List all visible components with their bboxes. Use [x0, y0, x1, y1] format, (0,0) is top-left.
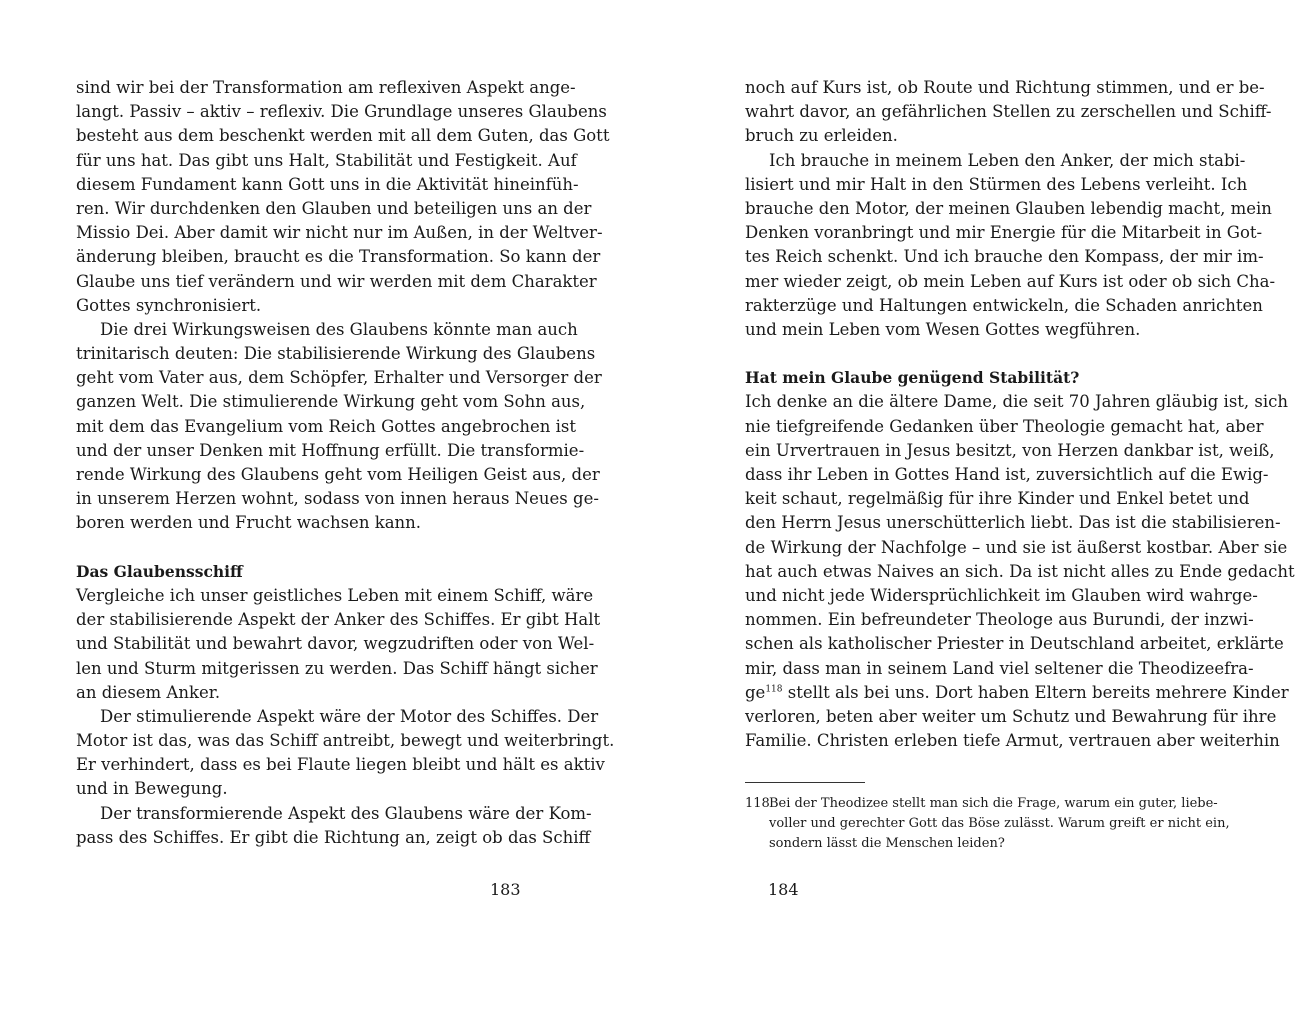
text-line: verloren, beten aber weiter um Schutz und Bewahrung für ihre — [745, 706, 1277, 726]
text-line: besteht aus dem beschenkt werden mit all dem Guten, das Gott — [76, 126, 610, 146]
text-line: Er verhindert, dass es bei Flaute liegen bleibt und hält es aktiv — [76, 755, 605, 775]
text-line: Familie. Christen erleben tiefe Armut, vertrauen aber weiterhin — [745, 731, 1280, 751]
text-line: rakterzüge und Haltungen entwickeln, die Schaden anrichten — [745, 295, 1263, 315]
text-line: schen als katholischer Priester in Deutschland arbeitet, erklärte — [745, 634, 1284, 654]
left-paragraph-5 — [76, 802, 592, 850]
section-heading: Das Glaubensschiff — [76, 561, 243, 581]
text-line: pass des Schiffes. Er gibt die Richtung an, zeigt ob das Schiff — [76, 827, 591, 847]
text-line: sind wir bei der Transformation am reflexiven Aspekt ange- — [76, 78, 576, 97]
text-line: diesem Fundament kann Gott uns in die Aktivität hineinfüh- — [76, 174, 579, 194]
text-line: und der unser Denken mit Hoffnung erfüllt. Die transformie- — [76, 440, 585, 460]
text-line: wahrt davor, an gefährlichen Stellen zu zerschellen und Schiff- — [745, 102, 1272, 122]
text-line: für uns hat. Das gibt uns Halt, Stabilität und Festigkeit. Auf — [76, 150, 577, 170]
text-line: Der transformierende Aspekt des Glaubens wäre der Kom- — [100, 803, 592, 823]
right-paragraph-3 — [745, 390, 1295, 753]
text-line: Vergleiche ich unser geistliches Leben mit einem Schiff, wäre — [76, 585, 594, 605]
text-line: in unserem Herzen wohnt, sodass von innen heraus Neues ge- — [76, 489, 599, 509]
left-paragraph-4 — [76, 705, 615, 802]
text-line: Der stimulierende Aspekt wäre der Motor des Schiffes. Der — [100, 706, 599, 726]
text-line: Gottes synchronisiert. — [76, 295, 262, 315]
text-line: an diesem Anker. — [76, 682, 221, 702]
section-gap — [76, 536, 536, 560]
text-line: mit dem das Evangelium vom Reich Gottes angebrochen ist — [76, 416, 576, 436]
text-line: ganzen Welt. Die stimulierende Wirkung geht vom Sohn aus, — [76, 392, 586, 412]
text-line: noch auf Kurs ist, ob Route und Richtung stimmen, und er be- — [745, 78, 1265, 97]
text-fragment: stellt als bei uns. Dort haben Eltern bereits mehrere Kinder — [782, 682, 1289, 702]
text-line: boren werden und Frucht wachsen kann. — [76, 513, 422, 533]
text-line: Ich brauche in meinem Leben den Anker, der mich stabi- — [769, 150, 1246, 170]
text-line-with-footnote-ref — [745, 681, 1289, 705]
text-fragment: ge — [745, 682, 766, 702]
text-line: Ich denke an die ältere Dame, die seit 70 Jahren gläubig ist, sich — [745, 392, 1289, 412]
text-line: nie tiefgreifende Gedanken über Theologie gemacht hat, aber — [745, 416, 1264, 436]
footnote — [745, 794, 1230, 854]
text-line: und mein Leben vom Wesen Gottes wegführen. — [745, 319, 1141, 339]
page-number-right: 184 — [768, 880, 799, 899]
text-line: nommen. Ein befreundeter Theologe aus Burundi, der inzwi- — [745, 610, 1254, 630]
text-line: keit schaut, regelmäßig für ihre Kinder und Enkel betet und — [745, 489, 1250, 509]
text-line: dass ihr Leben in Gottes Hand ist, zuversichtlich auf die Ewig- — [745, 465, 1269, 484]
section-gap — [745, 342, 1205, 366]
text-line: len und Sturm mitgerissen zu werden. Das Schiff hängt sicher — [76, 658, 598, 678]
footnote-divider — [745, 782, 865, 783]
section-heading: Hat mein Glaube genügend Stabilität? — [745, 368, 1080, 388]
text-line: trinitarisch deuten: Die stabilisierende Wirkung des Glaubens — [76, 344, 596, 364]
footnote-line: sondern lässt die Menschen leiden? — [769, 836, 1005, 851]
text-line: Denken voranbringt und mir Energie für die Mitarbeit in Got- — [745, 223, 1263, 243]
footnote-line: voller und gerechter Gott das Böse zulässt. Warum greift er nicht ein, — [769, 816, 1230, 831]
text-line: den Herrn Jesus unerschütterlich liebt. Das ist die stabilisieren- — [745, 513, 1281, 533]
text-line: langt. Passiv – aktiv – reflexiv. Die Grundlage unseres Glaubens — [76, 102, 607, 122]
text-line: lisiert und mir Halt in den Stürmen des Lebens verleiht. Ich — [745, 174, 1248, 194]
footnote-number: 118 — [745, 796, 770, 811]
footnote-line — [745, 794, 1218, 814]
left-paragraph-1 — [76, 76, 610, 318]
left-paragraph-2 — [76, 318, 602, 536]
text-line: tes Reich schenkt. Und ich brauche den Kompass, der mir im- — [745, 247, 1264, 267]
text-line: Missio Dei. Aber damit wir nicht nur im Außen, in der Weltver- — [76, 223, 603, 243]
left-paragraph-3 — [76, 584, 601, 705]
text-line: bruch zu erleiden. — [745, 126, 898, 146]
text-line: Glaube uns tief verändern und wir werden mit dem Charakter — [76, 271, 597, 291]
text-line: brauche den Motor, der meinen Glauben lebendig macht, mein — [745, 198, 1272, 218]
text-line: und nicht jede Widersprüchlichkeit im Glauben wird wahrge- — [745, 585, 1258, 605]
footnote-reference[interactable]: 118 — [765, 684, 783, 695]
text-line: ren. Wir durchdenken den Glauben und beteiligen uns an der — [76, 198, 592, 218]
right-paragraph-2 — [745, 149, 1276, 343]
left-page — [76, 76, 615, 850]
right-paragraph-1 — [745, 76, 1272, 149]
text-line: der stabilisierende Aspekt der Anker des Schiffes. Er gibt Halt — [76, 610, 601, 630]
text-line: de Wirkung der Nachfolge – und sie ist äußerst kostbar. Aber sie — [745, 537, 1288, 557]
text-line: Motor ist das, was das Schiff antreibt, bewegt und weiterbringt. — [76, 731, 615, 751]
text-line: mer wieder zeigt, ob mein Leben auf Kurs ist oder ob sich Cha- — [745, 271, 1276, 291]
text-line: und in Bewegung. — [76, 779, 228, 799]
page-number-left: 183 — [490, 880, 521, 899]
text-line: und Stabilität und bewahrt davor, wegzudriften oder von Wel- — [76, 634, 595, 654]
text-line: rende Wirkung des Glaubens geht vom Heiligen Geist aus, der — [76, 465, 600, 484]
right-page — [745, 76, 1295, 753]
text-line: mir, dass man in seinem Land viel seltener die Theodizeefra- — [745, 658, 1254, 678]
text-line: Die drei Wirkungsweisen des Glaubens könnte man auch — [100, 319, 578, 339]
text-line: hat auch etwas Naives an sich. Da ist nicht alles zu Ende gedacht — [745, 561, 1295, 581]
text-line: geht vom Vater aus, dem Schöpfer, Erhalter und Versorger der — [76, 368, 602, 388]
text-line: ein Urvertrauen in Jesus besitzt, von Herzen dankbar ist, weiß, — [745, 440, 1275, 460]
text-line: änderung bleiben, braucht es die Transformation. So kann der — [76, 247, 601, 267]
footnote-text: Bei der Theodizee stellt man sich die Frage, warum ein guter, liebe- — [769, 796, 1218, 811]
